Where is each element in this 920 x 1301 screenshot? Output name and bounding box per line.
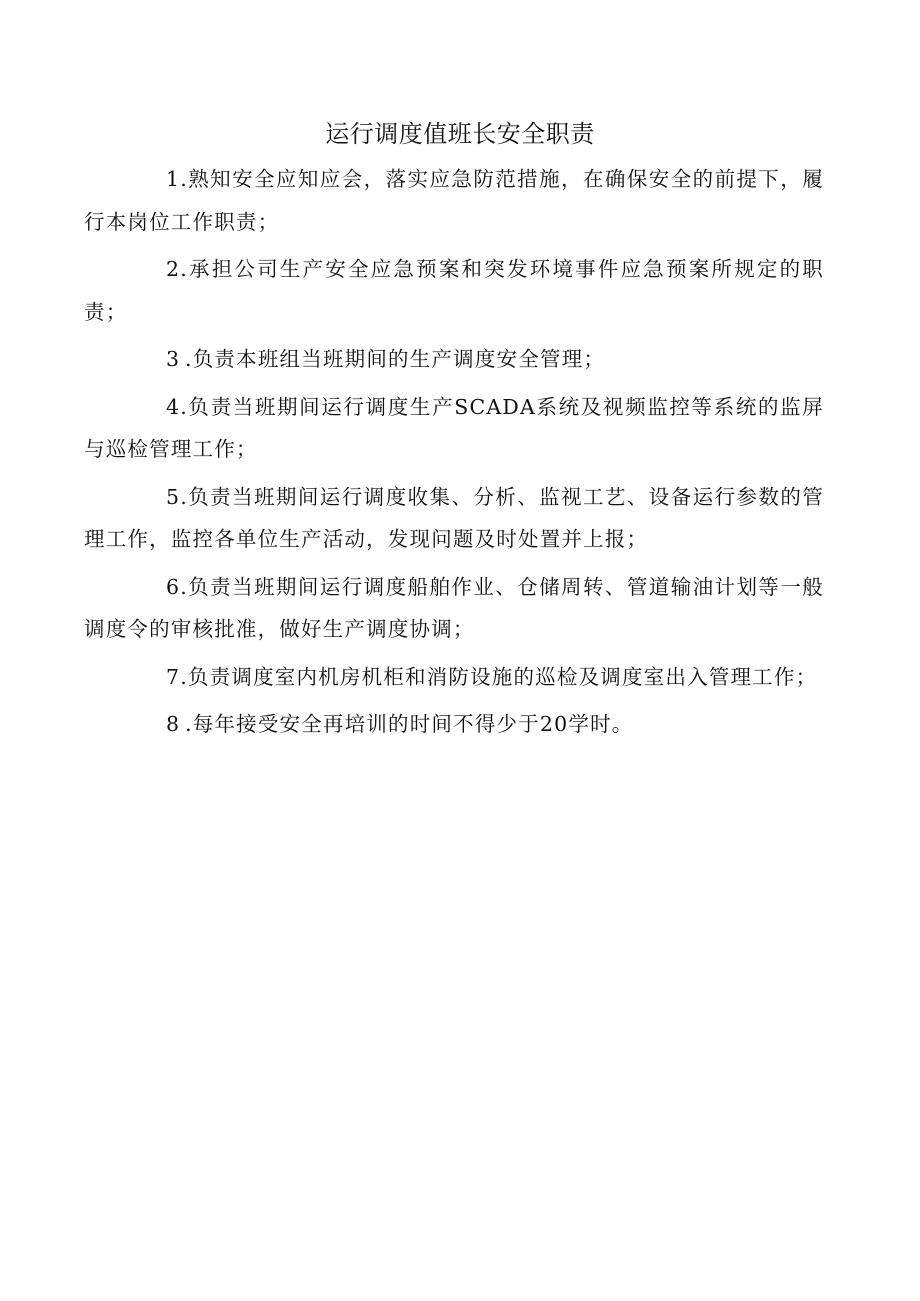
item-number: 8 [166, 712, 181, 736]
item-number: 6 [166, 574, 181, 599]
item-number: 3 [166, 347, 181, 371]
item-text: .负责调度室内机房机柜和消防设施的巡检及调度室出入管理工作； [180, 664, 818, 689]
list-item [84, 338, 824, 381]
item-text: .承担公司生产安全应急预案和突发环境事件应急预案所规定的职责； [84, 257, 824, 324]
list-item [84, 703, 824, 746]
list-item [84, 476, 824, 561]
list-item [84, 656, 824, 699]
item-text: .负责当班期间运行调度收集、分析、监视工艺、设备运行参数的管理工作，监控各单位生产活动，发现问题及时处置并上报； [84, 484, 824, 551]
item-text: .每年接受安全再培训的时间不得少于20学时。 [185, 712, 634, 736]
responsibility-list [84, 158, 824, 751]
list-item [84, 158, 824, 243]
document-title: 运行调度值班长安全职责 [325, 120, 595, 148]
item-number: 4 [166, 394, 181, 419]
item-text: .负责当班期间运行调度船舶作业、仓储周转、管道输油计划等一般调度令的审核批准，做好生产调度协调； [84, 574, 824, 641]
list-item [84, 386, 824, 471]
item-number: 7 [166, 664, 181, 689]
item-number: 2 [166, 257, 181, 281]
item-text: .熟知安全应知应会，落实应急防范措施，在确保安全的前提下，履行本岗位工作职责； [84, 167, 824, 234]
list-item [84, 248, 824, 333]
item-text: .负责本班组当班期间的生产调度安全管理； [185, 347, 606, 371]
item-text: .负责当班期间运行调度生产SCADA系统及视频监控等系统的监屏与巡检管理工作； [84, 394, 824, 461]
list-item [84, 566, 824, 651]
item-number: 5 [166, 484, 181, 509]
item-number: 1 [166, 167, 181, 191]
